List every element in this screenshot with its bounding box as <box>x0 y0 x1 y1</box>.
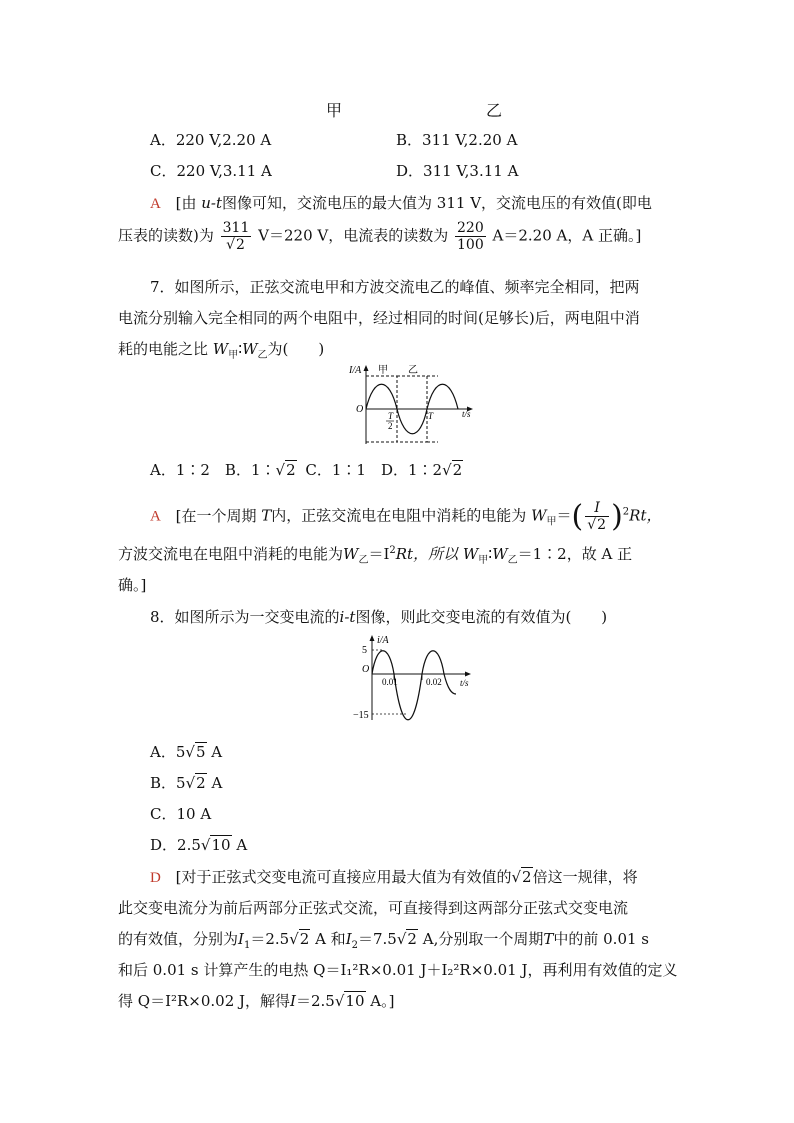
q6-answer-line2: 压表的读数)为 $\frac{311}{√2}$ V＝220 V，电流表的读数为 $\frac{220}{100}$ A＝2.20 A，A 正确。] <box>118 220 642 253</box>
q6-option-a: A．220 V,2.20 A <box>150 131 272 149</box>
axis-ylabel: i/A <box>377 635 389 646</box>
q7-answer-line2: 方波交流电在电阻中消耗的电能为$W_乙=I^2Rt$，所以 $W_甲∶W_乙=1∶2$，故 A 正 <box>118 545 633 566</box>
q8-option-c: C．10 A <box>150 805 212 823</box>
origin-label: O <box>356 404 364 415</box>
q7-line3: 耗的电能之比 $W_甲∶W_乙$为( ) <box>118 340 325 361</box>
curve-label-yi: 乙 <box>408 365 418 376</box>
q8-waveform-figure <box>352 634 482 724</box>
q6-option-d: D．311 V,3.11 A <box>396 162 519 180</box>
axis-xlabel: t/s <box>460 678 469 688</box>
tick-t: T <box>428 411 434 421</box>
curve-second-half <box>394 674 422 720</box>
axis-xlabel: t/s <box>462 409 471 419</box>
fraction-220-100: $\frac{220}{100}$ <box>457 220 484 253</box>
origin-label: O <box>362 664 370 675</box>
q8-line1: 8．如图所示为一交变电流的i-t图像，则此交变电流的有效值为( ) <box>150 608 608 626</box>
answer-letter: A <box>150 196 161 212</box>
q7-waveform-figure <box>346 362 476 452</box>
tick-y-pos: 5 <box>362 645 367 656</box>
axis-ylabel: I/A <box>349 365 362 376</box>
label-jia: 甲 <box>326 101 343 120</box>
q6-option-b: B．311 V,2.20 A <box>396 131 518 149</box>
q6-answer-line1: A [由 u-t图像可知，交流电压的最大值为 311 V，交流电压的有效值(即电 <box>150 194 652 212</box>
answer-letter: A <box>150 508 161 525</box>
q8-answer-line4: 和后 0.01 s 计算产生的电热 Q＝I₁²R×0.01 J＋I₂²R×0.01 J，再利用有效值的定义 <box>118 961 678 979</box>
label-yi: 乙 <box>486 101 503 120</box>
q7-options: A．1∶2 B．1∶√2 C．1∶1 D．1∶2√2 <box>150 461 463 479</box>
q8-answer-line3: 的有效值，分别为$I_1=2.5√2$ A 和$I_2=7.5√2$ A,分别取一个周期T中的前 0.01 s <box>118 930 650 951</box>
q8-answer-line2: 此交变电流分为前后两部分正弦式交流，可直接得到这两部分正弦式交变电流 <box>118 899 629 917</box>
curve-first-half <box>372 651 394 674</box>
q8-option-a: A．5√5 A <box>150 743 223 761</box>
tick-x1: 0.01 <box>382 677 398 687</box>
tick-y-neg: −15 <box>353 710 369 721</box>
q8-answer-line1: D [对于正弦式交变电流可直接应用最大值为有效值的√2倍这一规律，将 <box>150 868 638 886</box>
q7-line2: 电流分别输入完全相同的两个电阻中，经过相同的时间(足够长)后，两电阻中消 <box>118 309 640 327</box>
q7-line1: 7．如图所示，正弦交流电甲和方波交流电乙的峰值、频率完全相同，把两 <box>150 278 640 296</box>
tick-half-num: T <box>388 411 394 421</box>
q7-answer-line3: 确。] <box>118 576 147 594</box>
q8-answer-line5: 得 Q＝I²R×0.02 J，解得I＝2.5√10 A。] <box>118 992 395 1010</box>
q8-option-b: B．5√2 A <box>150 774 223 792</box>
curve-label-jia: 甲 <box>378 365 388 376</box>
q8-option-d: D．2.5√10 A <box>150 836 248 854</box>
answer-letter: D <box>150 870 161 886</box>
q6-option-c: C．220 V,3.11 A <box>150 162 272 180</box>
fraction-311-sqrt2: $\frac{311}{√2}$ <box>222 220 250 253</box>
q7-answer-line1: A [在一个周期 T内，正弦交流电在电阻中消耗的电能为 $W_甲=$( $\frac{I}{√2}$ )$^2$Rt， <box>150 499 662 534</box>
tick-half-den: 2 <box>388 421 393 431</box>
tick-x2: 0.02 <box>426 677 442 687</box>
